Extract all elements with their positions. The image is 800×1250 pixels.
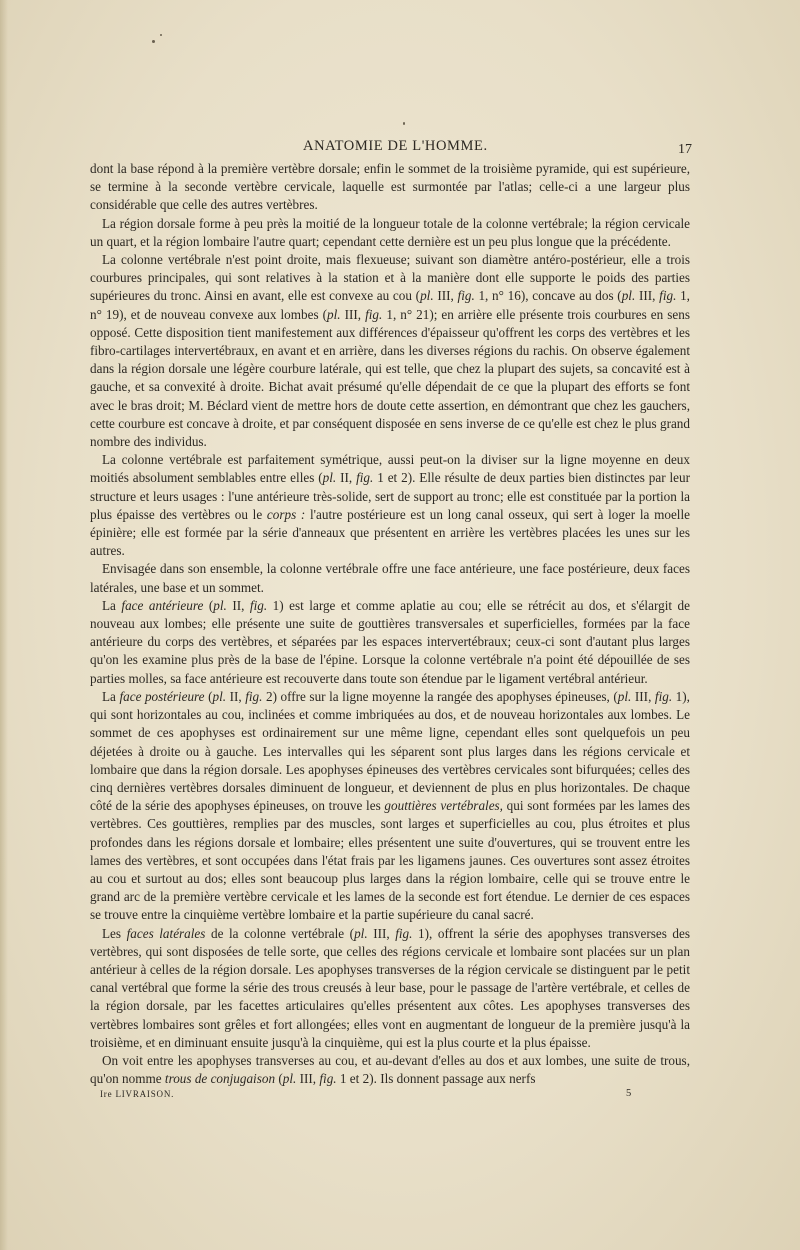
- text-run: l'autre postérieure est un long canal osseux, qui sert à loger la moelle épinière; elle est formée par la série d'anneaux que présentent en arrière les vertèbres placées les unes sur les autres.: [90, 506, 690, 559]
- italic-run: pl.: [621, 288, 636, 304]
- paragraph: [90, 597, 690, 688]
- text-run: 1), offrent la série des apophyses transverses des vertèbres, qui sont disposées de telle sorte, que celles des régions cervicale et lombaire sont placées sur un plan antérieur à celles de la région dorsale. Les apophyses transverses de la région cervicale se distinguent par le petit canal vertébral que forme la série des trous creusés à leur base, pour le passage de l'artère vertébrale, et celles de la région dorsale, par les facettes articulaires qu'elles présentent aux côtes. Les apophyses transverses des vertèbres lombaires sont grêles et fort allongées; elles vont en augmentant de longueur de la première jusqu'à la troisième, et en diminuant ensuite jusqu'à la cinquième, qui est la plus courte et la plus épaisse.: [90, 925, 690, 1050]
- ink-speck: [160, 34, 162, 36]
- text-run: (: [275, 1071, 283, 1087]
- italic-run: fig.: [365, 306, 383, 322]
- italic-run: pl.: [327, 306, 341, 322]
- italic-run: pl.: [617, 688, 632, 704]
- text-run: La région dorsale forme à peu près la moitié de la longueur totale de la colonne vertébrale; la région cervicale un quart, et la région lombaire l'autre quart; cependant cette dernière est un peu plus longue que la précédente.: [90, 215, 690, 249]
- text-run: 1, n° 21); en arrière elle présente trois courbures en sens opposé. Cette disposition tient manifestement aux différences d'épaisseur qu'offrent les corps des vertèbres et les fibro-cartilages intervertébraux, en avant et en arrière, dans les diverses régions du rachis. On observe également dans la région dorsale une légère courbure latérale, qui est telle, que chez la plupart des sujets, sa concavité est à gauche, et sa convexité à droite. Bichat avait présumé qu'elle dépendait de ce que la plupart des efforts se font avec le bras droit; M. Béclard vient de mettre hors de doute cette assertion, en démontrant que chez les gauchers, cette courbure est concave à droite, et par conséquent disposée en sens inverse de ce qu'elle est chez le plus grand nombre des individus.: [90, 306, 690, 450]
- text-run: dont la base répond à la première vertèbre dorsale; enfin le sommet de la troisième pyramide, qui est supérieure, se termine à la seconde vertèbre cervicale, laquelle est surmontée par l'atlas; celle-ci a une largeur plus considérable que celle des autres vertèbres.: [90, 161, 690, 213]
- paragraph: [90, 451, 690, 560]
- italic-run: gouttières vertébrales,: [384, 798, 503, 814]
- page-edge-shadow: [0, 0, 8, 1250]
- text-run: III,: [340, 306, 366, 322]
- italic-run: corps :: [266, 506, 306, 522]
- text-run: La colonne vertébrale est parfaitement symétrique, aussi peut-on la diviser sur la ligne moyenne en deux moitiés absolument semblables entre elles (: [90, 452, 690, 486]
- paragraph: [90, 251, 690, 451]
- ink-speck: [403, 122, 405, 125]
- page-header: [90, 136, 690, 158]
- text-run: III,: [631, 688, 655, 704]
- running-title: ANATOMIE DE L'HOMME.: [303, 138, 488, 154]
- italic-run: fig.: [356, 470, 374, 486]
- text-run: 1 et 2). Ils donnent passage aux nerfs: [336, 1071, 536, 1087]
- text-run: La colonne vertébrale n'est point droite, mais flexueuse; suivant son diamètre antéro-postérieur, elle a trois courbures principales, qui sont relatives à la station et à la manière dont elle supporte le poids des parties supérieures du tronc. Ainsi en avant, elle est convexe au cou (: [90, 252, 690, 304]
- text-run: II,: [226, 597, 250, 613]
- text-run: II,: [226, 688, 246, 704]
- italic-run: fig.: [395, 925, 413, 941]
- text-run: III,: [635, 288, 660, 304]
- text-run: La: [102, 597, 122, 613]
- text-run: (: [204, 688, 213, 704]
- italic-run: pl.: [420, 288, 434, 304]
- italic-run: face antérieure: [121, 597, 204, 613]
- text-run: II,: [336, 470, 357, 486]
- italic-run: pl.: [213, 597, 227, 613]
- paragraph: [90, 688, 690, 925]
- text-run: 1, n° 16), concave au dos (: [474, 288, 622, 304]
- italic-run: fig.: [245, 688, 263, 704]
- italic-run: face postérieure: [119, 688, 205, 704]
- italic-run: pl.: [354, 925, 368, 941]
- paragraph: [90, 160, 690, 215]
- italic-run: pl.: [212, 688, 227, 704]
- text-run: 2) offre sur la ligne moyenne la rangée des apophyses épineuses, (: [262, 688, 618, 704]
- text-run: 1) est large et comme aplatie au cou; elle se rétrécit au dos, et s'élargit de nouveau aux lombes; elle présente une suite de gouttières transversales et superficielles, formées par la face antérieure du corps des vertèbres, et séparées par les espaces intervertébraux; ceux-ci sont d'autant plus larges qu'on les examine plus près de la base de l'épine. Lorsque la colonne vertébrale n'a point été dépouillée de ses parties molles, sa face antérieure est recouverte dans toute son étendue par le ligament vertébral antérieur.: [90, 597, 690, 686]
- text-run: 1 et 2). Elle résulte de deux parties bien distinctes par leur structure et leurs usages : l'une antérieure très-solide, sert de support au tronc; elle est constituée par la portion la plus épaisse des vertèbres ou le: [90, 470, 690, 522]
- italic-run: fig.: [659, 288, 677, 304]
- italic-run: pl.: [282, 1071, 297, 1087]
- italic-run: pl.: [322, 470, 337, 486]
- text-run: III,: [433, 288, 458, 304]
- signature-mark: Ire LIVRAISON.: [100, 1089, 175, 1099]
- paragraph: [90, 925, 690, 1052]
- italic-run: fig.: [319, 1071, 337, 1087]
- page-number: 17: [678, 142, 692, 157]
- italic-run: fig.: [457, 288, 475, 304]
- paragraph: [90, 560, 690, 596]
- sheet-number: 5: [626, 1088, 632, 1099]
- text-run: III,: [367, 925, 396, 941]
- paragraph: [90, 1052, 690, 1088]
- body-text: [90, 160, 690, 1088]
- text-run: On voit entre les apophyses transverses au cou, et au-devant d'elles au dos et aux lombes, une suite de trous, qu'on nomme: [90, 1052, 690, 1087]
- paragraph: [90, 215, 690, 251]
- text-run: III,: [296, 1071, 320, 1087]
- italic-run: faces latérales: [126, 925, 206, 941]
- text-run: 1), qui sont horizontales au cou, inclinées et comme imbriquées au dos, et de nouveau horizontales aux lombes. Le sommet de ces apophyses est ordinairement sur une même ligne, cependant elles sont quelquefois un peu déjetées à droite ou à gauche. Les intervalles qui les séparent sont plus larges dans les régions cervicale et lombaire que dans la région dorsale. Les apophyses épineuses des vertèbres cervicales sont bifurquées; celles des cinq dernières vertèbres dorsales diminuent de longueur, et deviennent de plus en plus horizontales. De chaque côté de la série des apophyses épineuses, on trouve les: [90, 688, 690, 814]
- italic-run: fig.: [249, 597, 268, 613]
- text-run: Les: [102, 925, 127, 941]
- text-run: qui sont formées par les lames des vertèbres. Ces gouttières, remplies par des muscles, sont larges et superficielles au cou, plus étroites et plus profondes dans les régions dorsale et lombaire; elles présentent une suite d'ouvertures, qui se trouvent entre les lames des vertèbres, et sont occupées dans l'état frais par les ligamens jaunes. Ces ouvertures sont assez étroites au cou et surtout au dos; elles sont beaucoup plus larges dans la région lombaire, celle qui se trouve entre le grand arc de la première vertèbre cervicale et les lames de la seconde est fort étendue. Le dernier de ces espaces se trouve entre la cinquième vertèbre lombaire et la partie supérieure du canal sacré.: [90, 798, 690, 923]
- text-run: (: [203, 597, 214, 613]
- italic-run: trous de conjugaison: [164, 1071, 276, 1087]
- text-run: de la colonne vertébrale (: [205, 925, 355, 941]
- italic-run: fig.: [654, 688, 673, 704]
- page-footer: [90, 1089, 690, 1105]
- ink-speck: [152, 40, 155, 43]
- text-run: La: [102, 688, 120, 704]
- text-run: 1, n° 19), et de nouveau convexe aux lombes (: [90, 288, 690, 322]
- text-run: Envisagée dans son ensemble, la colonne vertébrale offre une face antérieure, une face postérieure, deux faces latérales, une base et un sommet.: [90, 561, 690, 595]
